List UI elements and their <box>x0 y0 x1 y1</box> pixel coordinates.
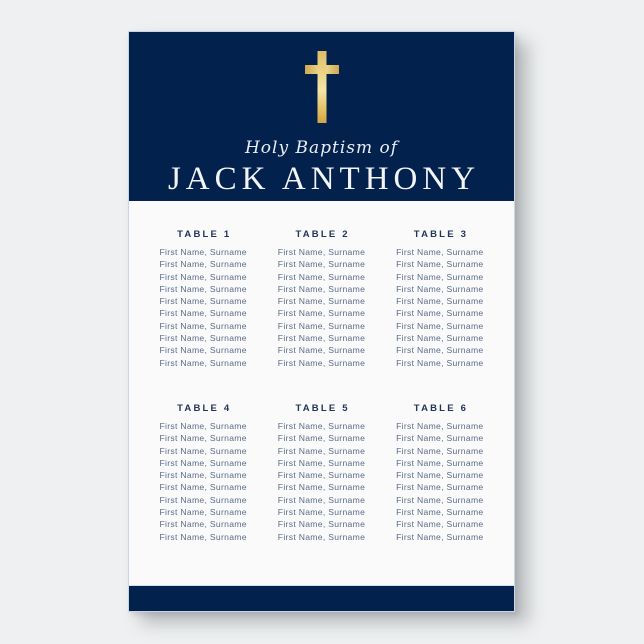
guest-name: First Name, Surname <box>396 482 484 493</box>
poster-header-banner <box>129 32 514 201</box>
guest-name: First Name, Surname <box>159 283 247 294</box>
guest-name: First Name, Surname <box>159 470 247 481</box>
guest-list <box>144 420 262 543</box>
guest-name: First Name, Surname <box>159 296 247 307</box>
guest-name: First Name, Surname <box>396 320 484 331</box>
guest-name: First Name, Surname <box>277 296 366 307</box>
guest-name: First Name, Surname <box>277 259 366 270</box>
cross-vertical-bar <box>317 51 326 123</box>
tables-grid <box>144 229 499 543</box>
guest-name: First Name, Surname <box>396 283 484 294</box>
table-column <box>262 403 380 543</box>
table-column <box>144 229 262 369</box>
guest-name: First Name, Surname <box>396 507 484 518</box>
guest-name: First Name, Surname <box>159 320 247 331</box>
guest-name: First Name, Surname <box>396 457 484 468</box>
guest-name: First Name, Surname <box>159 482 247 493</box>
guest-name: First Name, Surname <box>159 507 247 518</box>
table-label: TABLE 1 <box>177 229 232 240</box>
guest-name: First Name, Surname <box>159 445 247 456</box>
guest-name: First Name, Surname <box>159 308 247 319</box>
guest-name: First Name, Surname <box>396 345 484 356</box>
guest-name: First Name, Surname <box>396 470 484 481</box>
table-column <box>381 229 499 369</box>
latin-cross-icon <box>305 51 339 123</box>
table-column <box>262 229 380 369</box>
child-name-title: JACK ANTHONY <box>167 160 481 197</box>
guest-name: First Name, Surname <box>396 433 484 444</box>
table-label: TABLE 5 <box>295 402 350 414</box>
footer-stripe <box>129 585 514 611</box>
guest-name: First Name, Surname <box>277 308 366 319</box>
guest-name: First Name, Surname <box>159 420 247 431</box>
guest-name: First Name, Surname <box>159 259 247 270</box>
guest-name: First Name, Surname <box>277 247 366 257</box>
guest-name: First Name, Surname <box>277 320 366 331</box>
table-label: TABLE 3 <box>413 229 469 240</box>
guest-name: First Name, Surname <box>277 357 366 368</box>
guest-list <box>144 246 262 369</box>
guest-name: First Name, Surname <box>396 494 484 505</box>
guest-name: First Name, Surname <box>277 470 366 481</box>
guest-name: First Name, Surname <box>277 271 366 282</box>
table-column <box>381 403 499 543</box>
guest-name: First Name, Surname <box>396 357 484 368</box>
table-label: TABLE 4 <box>177 402 232 414</box>
guest-name: First Name, Surname <box>277 519 366 530</box>
guest-name: First Name, Surname <box>396 420 484 431</box>
guest-name: First Name, Surname <box>396 333 484 344</box>
guest-list <box>262 420 380 543</box>
guest-name: First Name, Surname <box>396 259 484 270</box>
guest-name: First Name, Surname <box>277 457 366 468</box>
guest-name: First Name, Surname <box>396 308 484 319</box>
guest-name: First Name, Surname <box>159 345 247 356</box>
guest-name: First Name, Surname <box>277 507 366 518</box>
guest-name: First Name, Surname <box>159 333 247 344</box>
guest-name: First Name, Surname <box>277 445 366 456</box>
guest-name: First Name, Surname <box>159 457 247 468</box>
guest-name: First Name, Surname <box>159 247 247 257</box>
guest-name: First Name, Surname <box>396 271 484 282</box>
guest-name: First Name, Surname <box>277 345 366 356</box>
guest-name: First Name, Surname <box>277 433 366 444</box>
guest-list <box>262 246 380 369</box>
guest-name: First Name, Surname <box>159 357 247 368</box>
guest-name: First Name, Surname <box>159 531 247 542</box>
guest-name: First Name, Surname <box>277 531 366 542</box>
guest-name: First Name, Surname <box>396 247 484 257</box>
guest-name: First Name, Surname <box>159 519 247 530</box>
guest-name: First Name, Surname <box>277 482 366 493</box>
table-column <box>144 403 262 543</box>
guest-list <box>381 246 499 369</box>
guest-name: First Name, Surname <box>396 445 484 456</box>
table-label: TABLE 6 <box>413 402 469 414</box>
guest-name: First Name, Surname <box>277 333 366 344</box>
seating-chart-body <box>129 201 514 585</box>
baptism-seating-chart-poster <box>128 31 515 612</box>
guest-name: First Name, Surname <box>277 283 366 294</box>
guest-name: First Name, Surname <box>396 296 484 307</box>
guest-name: First Name, Surname <box>277 494 366 505</box>
guest-name: First Name, Surname <box>396 531 484 542</box>
event-subtitle: Holy Baptism of <box>244 138 399 158</box>
guest-name: First Name, Surname <box>396 519 484 530</box>
guest-name: First Name, Surname <box>159 271 247 282</box>
guest-name: First Name, Surname <box>159 433 247 444</box>
guest-list <box>381 420 499 543</box>
table-label: TABLE 2 <box>295 229 350 240</box>
guest-name: First Name, Surname <box>277 420 366 431</box>
guest-name: First Name, Surname <box>159 494 247 505</box>
